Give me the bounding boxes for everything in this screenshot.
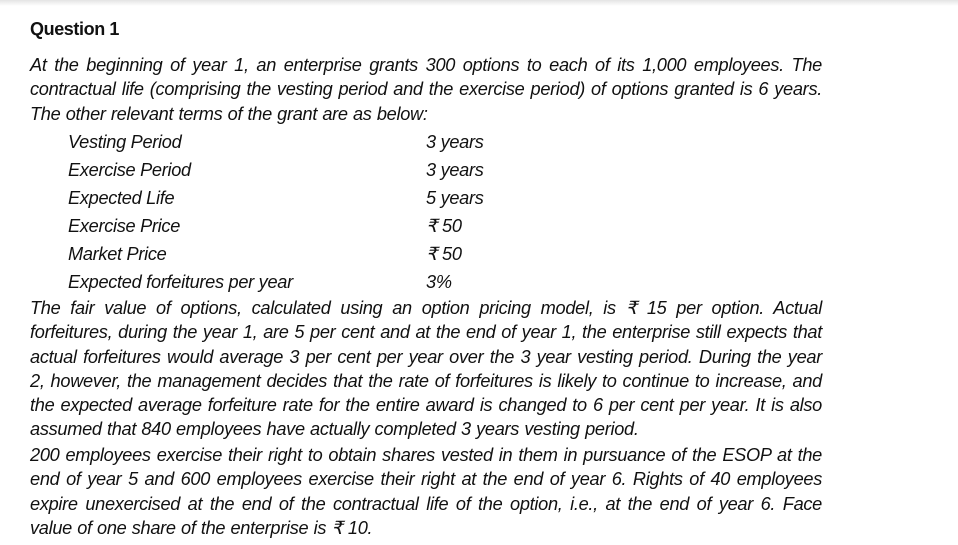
term-label: Exercise Period <box>68 160 191 180</box>
term-label: Market Price <box>68 244 167 264</box>
term-label: Expected Life <box>68 188 175 208</box>
fair-value-paragraph: The fair value of options, calculated using an option pricing model, is ₹ 15 per option. Actual forfeitures, during the year 1, are 5 per cent and at the end of year 1, the enterprise still expects that actual forfeitures would average 3 per cent per year over the 3 year vesting period. During the year 2, however, the management decides that the rate of forfeitures is likely to continue to increase, and the expected average forfeiture rate for the entire award is changed to 6 per cent per year. It is also assumed that 840 employees have actually completed 3 years vesting period. <box>30 298 822 440</box>
term-value: 3 years <box>426 132 484 152</box>
term-value: 3 years <box>426 160 484 180</box>
term-label: Vesting Period <box>68 132 182 152</box>
term-label: Exercise Price <box>68 216 181 236</box>
question-heading: Question 1 <box>30 19 120 39</box>
term-value: 3% <box>426 272 452 292</box>
top-border <box>0 0 958 6</box>
term-label: Expected forfeitures per year <box>68 272 293 292</box>
intro-paragraph: At the beginning of year 1, an enterprise grants 300 options to each of its 1,000 employees. The contractual life (comprising the vesting period and the exercise period) of options granted is 6 years. The other relevant terms of the grant are as below: <box>30 55 822 124</box>
term-value: ₹ 50 <box>426 244 462 264</box>
term-value: 5 years <box>426 188 484 208</box>
term-value: ₹ 50 <box>426 216 462 236</box>
exercise-paragraph: 200 employees exercise their right to obtain shares vested in them in pursuance of the ESOP at the end of year 5 and 600 employees exercise their right at the end of year 6. Rights of 40 employees expire unexercised at the end of the contractual life of the option, i.e., at the end of year 6. Face value of one share of the enterprise is ₹ 10. <box>30 445 822 538</box>
